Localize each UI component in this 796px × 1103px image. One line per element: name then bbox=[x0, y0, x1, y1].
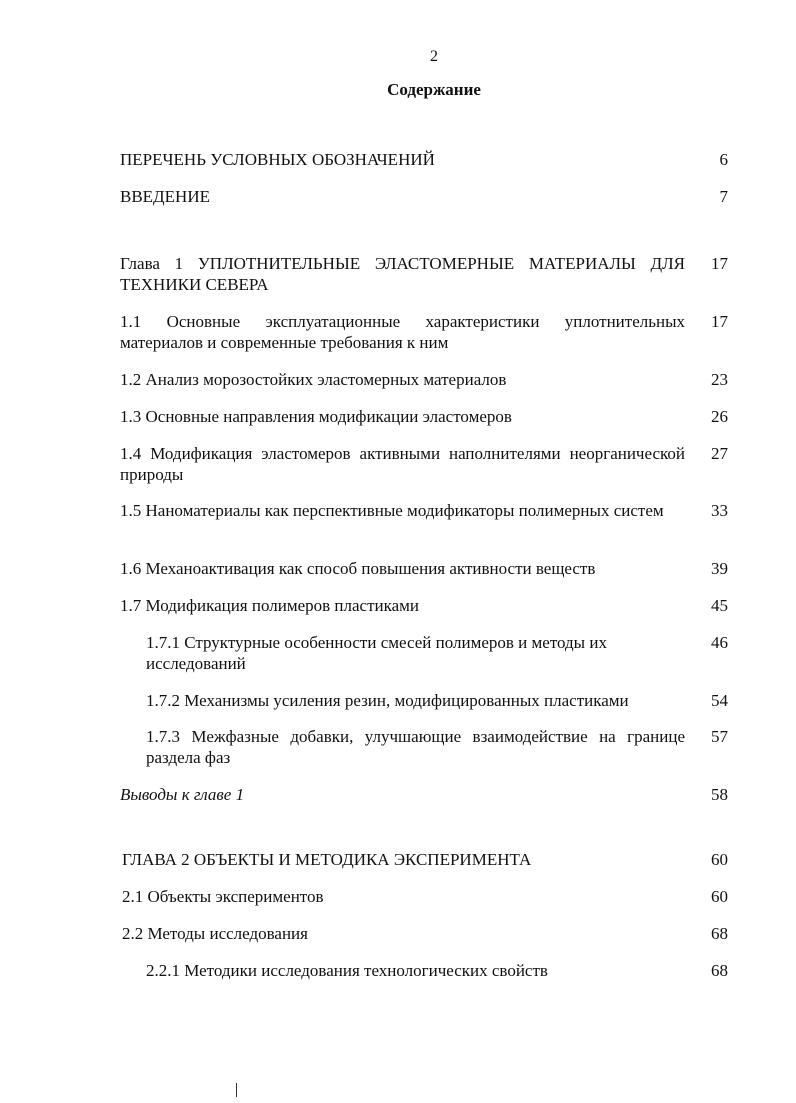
toc-entry-page: 7 bbox=[719, 187, 728, 206]
toc-entry-text: 1.7.1 Структурные особенности смесей полимеров и методы их исследований bbox=[146, 633, 607, 673]
toc-entry-page: 60 bbox=[711, 850, 728, 869]
toc-entry-text: 2.1 Объекты экспериментов bbox=[122, 887, 324, 906]
toc-entry-page: 39 bbox=[711, 559, 728, 578]
toc-entry-page: 17 bbox=[711, 254, 728, 273]
toc-entry-page: 27 bbox=[711, 444, 728, 463]
toc-entry-text: ГЛАВА 2 ОБЪЕКТЫ И МЕТОДИКА ЭКСПЕРИМЕНТА bbox=[122, 850, 532, 869]
toc-entry-text: 1.7.2 Механизмы усиления резин, модифицированных пластиками bbox=[146, 691, 629, 710]
toc-entry bbox=[146, 632, 646, 674]
toc-entry-page: 54 bbox=[711, 691, 728, 710]
toc-entry-text: 1.1 Основные эксплуатационные характеристики уплотнительных материалов и современные требования к ним bbox=[120, 312, 685, 352]
toc-entry-text: 1.6 Механоактивация как способ повышения активности веществ bbox=[120, 559, 596, 578]
toc-entry-text: 1.2 Анализ морозостойких эластомерных материалов bbox=[120, 370, 507, 389]
toc-entry-text: 2.2.1 Методики исследования технологических свойств bbox=[146, 961, 548, 980]
toc-entry-page: 26 bbox=[711, 407, 728, 426]
toc-entry-text: Выводы к главе 1 bbox=[120, 785, 245, 804]
scan-mark bbox=[236, 1083, 237, 1097]
toc-entry bbox=[146, 690, 685, 711]
toc-entry bbox=[120, 253, 685, 295]
toc-entry-page: 68 bbox=[711, 924, 728, 943]
toc-entry-page: 23 bbox=[711, 370, 728, 389]
toc-entry-text: 1.4 Модификация эластомеров активными наполнителями неорганической природы bbox=[120, 444, 685, 484]
toc-entry bbox=[146, 726, 685, 768]
toc-entry-text: 1.7 Модификация полимеров пластиками bbox=[120, 596, 420, 615]
toc-entry bbox=[120, 186, 685, 207]
toc-entry-page: 17 bbox=[711, 312, 728, 331]
toc-entry-page: 58 bbox=[711, 785, 728, 804]
page-number: 2 bbox=[430, 48, 438, 65]
toc-entry-text: ПЕРЕЧЕНЬ УСЛОВНЫХ ОБОЗНАЧЕНИЙ bbox=[120, 150, 435, 169]
toc-entry-page: 46 bbox=[711, 633, 728, 652]
toc-entry-page: 57 bbox=[711, 727, 728, 746]
toc-entry bbox=[120, 595, 685, 616]
toc-entry bbox=[120, 558, 685, 579]
toc-entry bbox=[122, 923, 685, 944]
toc-entry bbox=[122, 849, 685, 870]
toc-entry bbox=[120, 406, 685, 427]
toc-entry-text: 1.5 Наноматериалы как перспективные модификаторы полимерных систем bbox=[120, 501, 664, 520]
toc-entry bbox=[122, 886, 685, 907]
toc-entry bbox=[146, 960, 685, 981]
toc-entry-page: 68 bbox=[711, 961, 728, 980]
toc-entry bbox=[120, 443, 685, 485]
toc-entry bbox=[120, 784, 685, 805]
toc-entry-page: 33 bbox=[711, 501, 728, 520]
toc-entry bbox=[120, 369, 685, 390]
toc-entry bbox=[120, 149, 685, 170]
toc-entry-text: 1.3 Основные направления модификации эластомеров bbox=[120, 407, 512, 426]
toc-entry-text: 1.7.3 Межфазные добавки, улучшающие взаимодействие на границе раздела фаз bbox=[146, 727, 685, 767]
toc-entry-text: Глава 1 УПЛОТНИТЕЛЬНЫЕ ЭЛАСТОМЕРНЫЕ МАТЕРИАЛЫ ДЛЯ ТЕХНИКИ СЕВЕРА bbox=[120, 254, 685, 294]
toc-entry-text: ВВЕДЕНИЕ bbox=[120, 187, 210, 206]
toc-entry bbox=[120, 311, 685, 353]
toc-entry-page: 6 bbox=[719, 150, 728, 169]
toc-title: Содержание bbox=[387, 80, 481, 99]
toc-entry-page: 60 bbox=[711, 887, 728, 906]
toc-entry-page: 45 bbox=[711, 596, 728, 615]
toc-entry bbox=[120, 500, 685, 521]
toc-entry-text: 2.2 Методы исследования bbox=[122, 924, 308, 943]
